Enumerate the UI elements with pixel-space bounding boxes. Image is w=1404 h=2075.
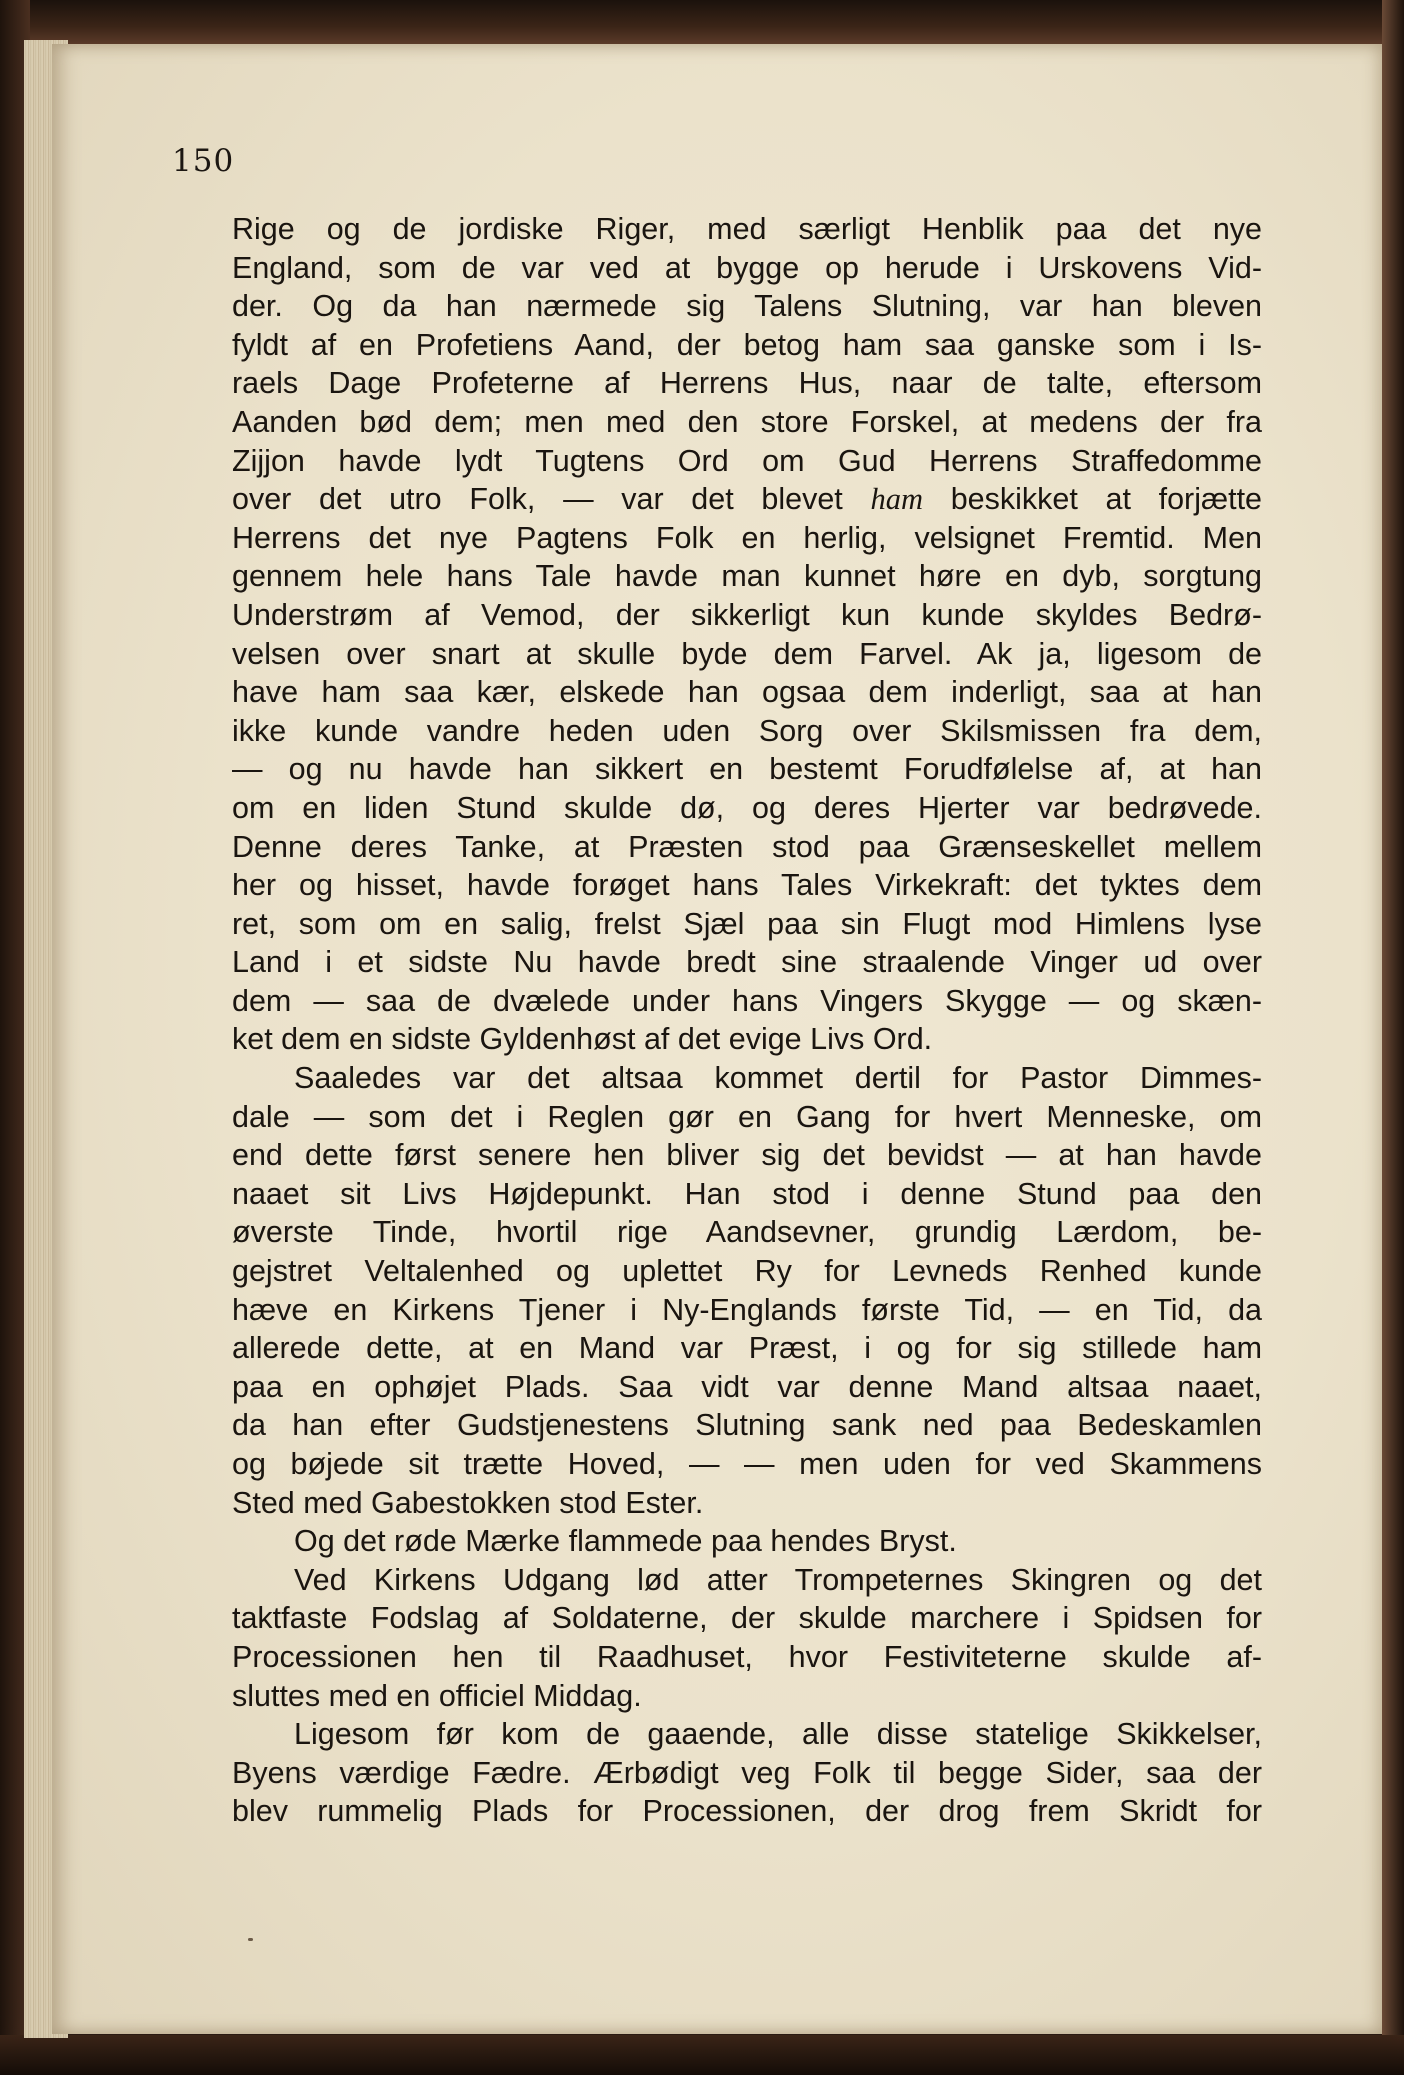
text-line: hæve en Kirkens Tjener i Ny-Englands første Tid, — en Tid, da bbox=[232, 1292, 1262, 1327]
text-line: sluttes med en officiel Middag. bbox=[232, 1678, 642, 1713]
text-line-part: beskikket at forjætte bbox=[950, 482, 1263, 517]
text-line: da han efter Gudstjenestens Slutning sank ned paa Bedeskamlen bbox=[232, 1408, 1262, 1443]
text-line-part: over det utro Folk, — var det blevet bbox=[232, 482, 843, 517]
text-line: Rige og de jordiske Riger, med særligt Henblik paa det nye bbox=[232, 212, 1262, 246]
book-cover-right-edge bbox=[1382, 0, 1404, 2075]
text-line: Aanden bød dem; men med den store Forskel, at medens der fra bbox=[232, 404, 1262, 439]
text-line: England, som de var ved at bygge op herude i Urskovens Vid- bbox=[232, 250, 1262, 285]
text-line: naaet sit Livs Højdepunkt. Han stod i denne Stund paa den bbox=[232, 1176, 1262, 1211]
text-line: taktfaste Fodslag af Soldaterne, der skulde marchere i Spidsen for bbox=[232, 1601, 1262, 1636]
text-line: Understrøm af Vemod, der sikkerligt kun kunde skyldes Bedrø- bbox=[232, 597, 1262, 632]
text-line: fyldt af en Profetiens Aand, der betog ham saa ganske som i Is- bbox=[232, 327, 1262, 362]
book-cover-bottom-edge bbox=[0, 2035, 1404, 2075]
text-line: end dette først senere hen bliver sig det bevidst — at han havde bbox=[232, 1138, 1262, 1173]
text-line: paa en ophøjet Plads. Saa vidt var denne Mand altsaa naaet, bbox=[232, 1369, 1262, 1404]
paper-speck bbox=[248, 1938, 253, 1941]
text-line: gennem hele hans Tale havde man kunnet høre en dyb, sorgtung bbox=[232, 559, 1262, 594]
text-line bbox=[232, 480, 1262, 519]
text-line: og bøjede sit trætte Hoved, — — men uden for ved Skammens bbox=[232, 1447, 1262, 1481]
text-line: Processionen hen til Raadhuset, hvor Festiviteterne skulde af- bbox=[232, 1639, 1262, 1674]
text-line: Zijjon havde lydt Tugtens Ord om Gud Herrens Straffedomme bbox=[232, 443, 1262, 478]
italic-word: ham bbox=[870, 482, 923, 517]
text-line: velsen over snart at skulle byde dem Farvel. Ak ja, ligesom de bbox=[232, 636, 1262, 671]
text-line: der. Og da han nærmede sig Talens Slutning, var han bleven bbox=[232, 289, 1262, 324]
text-line: — og nu havde han sikkert en bestemt Forudfølelse af, at han bbox=[232, 752, 1262, 787]
book-cover-top-edge bbox=[0, 0, 1404, 44]
text-line: Saaledes var det altsaa kommet dertil for Pastor Dimmes- bbox=[294, 1061, 1262, 1096]
text-line: Byens værdige Fædre. Ærbødigt veg Folk til begge Sider, saa der bbox=[232, 1755, 1262, 1790]
text-line: dale — som det i Reglen gør en Gang for hvert Menneske, om bbox=[232, 1099, 1262, 1134]
page-number: 150 bbox=[172, 143, 235, 179]
text-line: ikke kunde vandre heden uden Sorg over Skilsmissen fra dem, bbox=[232, 713, 1262, 748]
text-line: Ligesom før kom de gaaende, alle disse statelige Skikkelser, bbox=[294, 1717, 1262, 1752]
text-line: dem — saa de dvælede under hans Vingers Skygge — og skæn- bbox=[232, 983, 1262, 1018]
text-line: Og det røde Mærke flammede paa hendes Bryst. bbox=[294, 1524, 957, 1559]
text-line: her og hisset, havde forøget hans Tales Virkekraft: det tyktes dem bbox=[232, 868, 1262, 903]
text-line: Herrens det nye Pagtens Folk en herlig, velsignet Fremtid. Men bbox=[232, 520, 1262, 555]
text-line: raels Dage Profeterne af Herrens Hus, naar de talte, eftersom bbox=[232, 366, 1262, 401]
text-line: øverste Tinde, hvortil rige Aandsevner, grundig Lærdom, be- bbox=[232, 1215, 1262, 1250]
text-line: Denne deres Tanke, at Præsten stod paa Grænseskellet mellem bbox=[232, 829, 1262, 864]
text-line: om en liden Stund skulde dø, og deres Hjerter var bedrøvede. bbox=[232, 790, 1262, 825]
text-line: ket dem en sidste Gyldenhøst af det evige Livs Ord. bbox=[232, 1022, 933, 1057]
text-line: gejstret Veltalenhed og uplettet Ry for Levneds Renhed kunde bbox=[232, 1254, 1262, 1289]
text-line: blev rummelig Plads for Processionen, der drog frem Skridt for bbox=[232, 1794, 1262, 1829]
body-text bbox=[232, 210, 1262, 1831]
text-line: allerede dette, at en Mand var Præst, i og for sig stillede ham bbox=[232, 1331, 1262, 1366]
text-line: Ved Kirkens Udgang lød atter Trompeternes Skingren og det bbox=[294, 1562, 1262, 1597]
text-line: ret, som om en salig, frelst Sjæl paa sin Flugt mod Himlens lyse bbox=[232, 906, 1262, 941]
text-line: Sted med Gabestokken stod Ester. bbox=[232, 1485, 704, 1520]
text-line: have ham saa kær, elskede han ogsaa dem inderligt, saa at han bbox=[232, 675, 1262, 710]
text-line: Land i et sidste Nu havde bredt sine straalende Vinger ud over bbox=[232, 945, 1262, 980]
